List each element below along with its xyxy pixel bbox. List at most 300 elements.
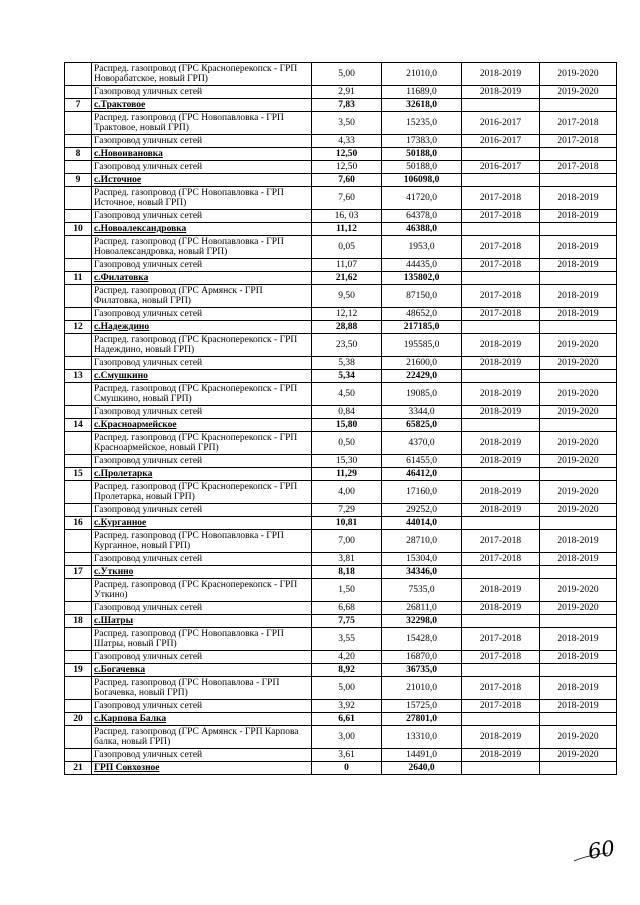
row-design-years (462, 148, 540, 161)
table-row (65, 161, 617, 174)
row-build-years: 2018-2019 (540, 651, 617, 664)
row-name: Газопровод уличных сетей (92, 455, 312, 468)
row-cost: 19085,0 (382, 383, 462, 406)
row-cost: 195585,0 (382, 334, 462, 357)
row-number (65, 504, 92, 517)
row-design-years: 2017-2018 (462, 553, 540, 566)
table-row (65, 63, 617, 86)
table-row (65, 285, 617, 308)
row-build-years: 2019-2020 (540, 406, 617, 419)
row-design-years: 2018-2019 (462, 86, 540, 99)
row-number (65, 210, 92, 223)
row-number (65, 383, 92, 406)
row-length: 7,83 (312, 99, 382, 112)
row-build-years: 2019-2020 (540, 432, 617, 455)
table-row (65, 86, 617, 99)
row-design-years: 2018-2019 (462, 602, 540, 615)
row-length: 7,00 (312, 530, 382, 553)
table-row (65, 530, 617, 553)
table-row (65, 700, 617, 713)
row-build-years (540, 370, 617, 383)
row-cost: 28710,0 (382, 530, 462, 553)
row-design-years: 2017-2018 (462, 285, 540, 308)
row-build-years (540, 148, 617, 161)
row-number: 12 (65, 321, 92, 334)
table-row (65, 455, 617, 468)
row-length: 3,00 (312, 726, 382, 749)
row-build-years: 2018-2019 (540, 700, 617, 713)
row-length: 7,60 (312, 174, 382, 187)
row-cost: 50188,0 (382, 148, 462, 161)
row-cost: 15235,0 (382, 112, 462, 135)
row-name: Газопровод уличных сетей (92, 651, 312, 664)
row-design-years: 2017-2018 (462, 210, 540, 223)
settlement-row (65, 566, 617, 579)
row-cost: 14491,0 (382, 749, 462, 762)
row-number (65, 112, 92, 135)
row-design-years (462, 174, 540, 187)
settlement-row (65, 223, 617, 236)
row-name: Распред. газопровод (ГРС Армянск - ГРП Филатовка, новый ГРП) (92, 285, 312, 308)
row-cost: 135802,0 (382, 272, 462, 285)
row-number: 21 (65, 762, 92, 775)
row-name: Распред. газопровод (ГРС Новопавловка - ГРП Курганное, новый ГРП) (92, 530, 312, 553)
row-name: Распред. газопровод (ГРС Красноперекопск - ГРП Смушкино, новый ГРП) (92, 383, 312, 406)
row-cost: 21010,0 (382, 63, 462, 86)
row-number (65, 481, 92, 504)
row-name: Газопровод уличных сетей (92, 86, 312, 99)
row-cost: 15428,0 (382, 628, 462, 651)
row-length: 8,92 (312, 664, 382, 677)
row-name: Газопровод уличных сетей (92, 700, 312, 713)
row-number (65, 86, 92, 99)
row-build-years: 2018-2019 (540, 259, 617, 272)
row-number: 11 (65, 272, 92, 285)
table-row (65, 628, 617, 651)
row-cost: 36735,0 (382, 664, 462, 677)
row-number (65, 63, 92, 86)
row-length: 15,80 (312, 419, 382, 432)
row-build-years: 2019-2020 (540, 481, 617, 504)
row-name: Газопровод уличных сетей (92, 749, 312, 762)
row-length: 11,29 (312, 468, 382, 481)
settlement-row (65, 517, 617, 530)
row-cost: 15725,0 (382, 700, 462, 713)
row-length: 11,07 (312, 259, 382, 272)
row-number (65, 602, 92, 615)
row-length: 6,68 (312, 602, 382, 615)
row-name: Распред. газопровод (ГРС Новопавловка - ГРП Источное, новый ГРП) (92, 187, 312, 210)
row-cost: 44014,0 (382, 517, 462, 530)
table-row (65, 357, 617, 370)
row-build-years: 2019-2020 (540, 357, 617, 370)
row-length: 2,91 (312, 86, 382, 99)
settlement-row (65, 321, 617, 334)
row-design-years (462, 272, 540, 285)
row-length: 6,61 (312, 713, 382, 726)
settlement-row (65, 468, 617, 481)
row-build-years: 2019-2020 (540, 383, 617, 406)
row-number: 8 (65, 148, 92, 161)
row-length: 5,00 (312, 63, 382, 86)
row-name: с.Новоивановка (92, 148, 312, 161)
row-length: 0,05 (312, 236, 382, 259)
row-build-years (540, 566, 617, 579)
row-design-years: 2018-2019 (462, 749, 540, 762)
row-build-years (540, 517, 617, 530)
row-number (65, 530, 92, 553)
row-cost: 21010,0 (382, 677, 462, 700)
table-row (65, 187, 617, 210)
row-name: Газопровод уличных сетей (92, 308, 312, 321)
row-cost: 29252,0 (382, 504, 462, 517)
row-build-years: 2019-2020 (540, 749, 617, 762)
row-design-years (462, 615, 540, 628)
row-name: Газопровод уличных сетей (92, 161, 312, 174)
row-cost: 64378,0 (382, 210, 462, 223)
row-cost: 32618,0 (382, 99, 462, 112)
row-number (65, 135, 92, 148)
row-cost: 34346,0 (382, 566, 462, 579)
row-name: Газопровод уличных сетей (92, 406, 312, 419)
row-design-years (462, 321, 540, 334)
row-number (65, 455, 92, 468)
row-design-years: 2018-2019 (462, 726, 540, 749)
row-length: 0,84 (312, 406, 382, 419)
row-number: 9 (65, 174, 92, 187)
row-build-years (540, 664, 617, 677)
settlement-row (65, 762, 617, 775)
row-length: 28,88 (312, 321, 382, 334)
row-number: 17 (65, 566, 92, 579)
row-cost: 22429,0 (382, 370, 462, 383)
row-name: Газопровод уличных сетей (92, 135, 312, 148)
settlement-row (65, 419, 617, 432)
row-number: 7 (65, 99, 92, 112)
row-build-years (540, 174, 617, 187)
row-build-years (540, 321, 617, 334)
row-design-years: 2017-2018 (462, 628, 540, 651)
table-row (65, 383, 617, 406)
row-number: 19 (65, 664, 92, 677)
row-build-years: 2019-2020 (540, 602, 617, 615)
row-name: Газопровод уличных сетей (92, 504, 312, 517)
row-design-years (462, 370, 540, 383)
row-length: 1,50 (312, 579, 382, 602)
row-design-years: 2017-2018 (462, 308, 540, 321)
row-number: 16 (65, 517, 92, 530)
row-length: 11,12 (312, 223, 382, 236)
row-number (65, 651, 92, 664)
row-number: 18 (65, 615, 92, 628)
table-row (65, 236, 617, 259)
row-cost: 106098,0 (382, 174, 462, 187)
row-length: 12,12 (312, 308, 382, 321)
row-number (65, 579, 92, 602)
row-build-years: 2018-2019 (540, 187, 617, 210)
row-cost: 3344,0 (382, 406, 462, 419)
row-cost: 2640,0 (382, 762, 462, 775)
row-length: 4,20 (312, 651, 382, 664)
row-design-years: 2017-2018 (462, 700, 540, 713)
row-design-years (462, 99, 540, 112)
table-row (65, 651, 617, 664)
row-build-years (540, 419, 617, 432)
row-length: 23,50 (312, 334, 382, 357)
row-cost: 15304,0 (382, 553, 462, 566)
gas-pipeline-table (64, 62, 617, 775)
settlement-row (65, 615, 617, 628)
row-design-years: 2017-2018 (462, 530, 540, 553)
row-name: Распред. газопровод (ГРС Красноперекопск - ГРП Красноармейское, новый ГРП) (92, 432, 312, 455)
row-cost: 50188,0 (382, 161, 462, 174)
row-design-years (462, 713, 540, 726)
row-number (65, 285, 92, 308)
row-name: ГРП Совхозное (92, 762, 312, 775)
row-cost: 44435,0 (382, 259, 462, 272)
row-build-years (540, 762, 617, 775)
row-name: с.Курганное (92, 517, 312, 530)
row-length: 9,50 (312, 285, 382, 308)
table-row (65, 334, 617, 357)
row-design-years (462, 223, 540, 236)
row-number (65, 553, 92, 566)
row-length: 5,38 (312, 357, 382, 370)
row-cost: 65825,0 (382, 419, 462, 432)
table-body (65, 63, 617, 775)
row-cost: 17383,0 (382, 135, 462, 148)
row-number (65, 749, 92, 762)
row-name: Распред. газопровод (ГРС Армянск - ГРП Карпова балка, новый ГРП) (92, 726, 312, 749)
row-length: 7,60 (312, 187, 382, 210)
row-design-years (462, 517, 540, 530)
row-number: 14 (65, 419, 92, 432)
row-length: 3,81 (312, 553, 382, 566)
table-row (65, 210, 617, 223)
row-design-years: 2018-2019 (462, 383, 540, 406)
row-name: Распред. газопровод (ГРС Новопавловка - ГРП Новоалександровка, новый ГРП) (92, 236, 312, 259)
row-design-years: 2018-2019 (462, 406, 540, 419)
row-name: с.Источное (92, 174, 312, 187)
row-build-years: 2018-2019 (540, 628, 617, 651)
row-design-years (462, 664, 540, 677)
row-name: Распред. газопровод (ГРС Новопавловка - ГРП Трактовое, новый ГРП) (92, 112, 312, 135)
row-number (65, 187, 92, 210)
row-cost: 41720,0 (382, 187, 462, 210)
table-row (65, 579, 617, 602)
row-length: 5,34 (312, 370, 382, 383)
settlement-row (65, 370, 617, 383)
row-design-years: 2016-2017 (462, 135, 540, 148)
row-name: с.Карпова Балка (92, 713, 312, 726)
row-number (65, 334, 92, 357)
row-design-years: 2018-2019 (462, 334, 540, 357)
row-build-years (540, 468, 617, 481)
table-row (65, 481, 617, 504)
row-name: Газопровод уличных сетей (92, 602, 312, 615)
row-build-years: 2019-2020 (540, 726, 617, 749)
row-length: 7,29 (312, 504, 382, 517)
row-name: с.Красноармейское (92, 419, 312, 432)
row-build-years: 2018-2019 (540, 308, 617, 321)
table-row (65, 112, 617, 135)
table-row (65, 504, 617, 517)
row-build-years (540, 223, 617, 236)
row-length: 12,50 (312, 148, 382, 161)
row-build-years (540, 99, 617, 112)
row-number: 10 (65, 223, 92, 236)
row-length: 0 (312, 762, 382, 775)
row-length: 3,61 (312, 749, 382, 762)
row-design-years: 2018-2019 (462, 504, 540, 517)
row-length: 4,00 (312, 481, 382, 504)
row-number (65, 308, 92, 321)
row-number (65, 628, 92, 651)
table-row (65, 726, 617, 749)
table-row (65, 308, 617, 321)
row-build-years (540, 272, 617, 285)
row-number: 20 (65, 713, 92, 726)
row-build-years: 2017-2018 (540, 112, 617, 135)
row-length: 15,30 (312, 455, 382, 468)
row-design-years: 2017-2018 (462, 677, 540, 700)
row-cost: 16870,0 (382, 651, 462, 664)
row-length: 4,50 (312, 383, 382, 406)
settlement-row (65, 664, 617, 677)
row-build-years: 2018-2019 (540, 530, 617, 553)
page-number: 60 (586, 836, 617, 864)
row-design-years: 2018-2019 (462, 63, 540, 86)
row-build-years: 2018-2019 (540, 236, 617, 259)
row-name: Газопровод уличных сетей (92, 210, 312, 223)
row-build-years: 2018-2019 (540, 553, 617, 566)
row-length: 12,50 (312, 161, 382, 174)
row-name: с.Трактовое (92, 99, 312, 112)
row-design-years (462, 468, 540, 481)
row-design-years: 2018-2019 (462, 481, 540, 504)
row-length: 3,92 (312, 700, 382, 713)
row-number (65, 677, 92, 700)
row-design-years: 2018-2019 (462, 357, 540, 370)
row-design-years: 2016-2017 (462, 112, 540, 135)
row-design-years (462, 419, 540, 432)
row-cost: 27801,0 (382, 713, 462, 726)
settlement-row (65, 272, 617, 285)
row-length: 0,50 (312, 432, 382, 455)
row-number: 13 (65, 370, 92, 383)
row-cost: 26811,0 (382, 602, 462, 615)
row-name: Газопровод уличных сетей (92, 259, 312, 272)
row-length: 21,62 (312, 272, 382, 285)
settlement-row (65, 713, 617, 726)
settlement-row (65, 174, 617, 187)
row-cost: 21600,0 (382, 357, 462, 370)
row-cost: 61455,0 (382, 455, 462, 468)
row-cost: 11689,0 (382, 86, 462, 99)
row-design-years: 2018-2019 (462, 455, 540, 468)
row-build-years (540, 615, 617, 628)
row-design-years: 2016-2017 (462, 161, 540, 174)
table-row (65, 602, 617, 615)
row-build-years: 2019-2020 (540, 504, 617, 517)
row-cost: 13310,0 (382, 726, 462, 749)
table-row (65, 677, 617, 700)
row-build-years: 2018-2019 (540, 210, 617, 223)
row-number (65, 161, 92, 174)
row-design-years: 2017-2018 (462, 651, 540, 664)
table-row (65, 432, 617, 455)
row-number (65, 259, 92, 272)
row-design-years (462, 566, 540, 579)
row-cost: 48652,0 (382, 308, 462, 321)
row-name: Газопровод уличных сетей (92, 357, 312, 370)
table-row (65, 553, 617, 566)
row-name: Распред. газопровод (ГРС Красноперекопск - ГРП Новорабатское, новый ГРП) (92, 63, 312, 86)
row-design-years: 2017-2018 (462, 259, 540, 272)
row-cost: 32298,0 (382, 615, 462, 628)
settlement-row (65, 148, 617, 161)
row-number (65, 357, 92, 370)
row-design-years: 2018-2019 (462, 432, 540, 455)
row-length: 10,81 (312, 517, 382, 530)
row-name: Распред. газопровод (ГРС Новопавловка - ГРП Шатры, новый ГРП) (92, 628, 312, 651)
row-number: 15 (65, 468, 92, 481)
row-build-years: 2017-2018 (540, 161, 617, 174)
row-cost: 217185,0 (382, 321, 462, 334)
row-name: Распред. газопровод (ГРС Красноперекопск - ГРП Пролетарка, новый ГРП) (92, 481, 312, 504)
row-design-years (462, 762, 540, 775)
row-length: 5,00 (312, 677, 382, 700)
row-number (65, 236, 92, 259)
row-design-years: 2017-2018 (462, 236, 540, 259)
row-number (65, 700, 92, 713)
row-cost: 46388,0 (382, 223, 462, 236)
row-number (65, 406, 92, 419)
row-name: Распред. газопровод (ГРС Новопавлова - ГРП Богачевка, новый ГРП) (92, 677, 312, 700)
row-name: с.Смушкино (92, 370, 312, 383)
settlement-row (65, 99, 617, 112)
row-name: с.Богачевка (92, 664, 312, 677)
row-cost: 4370,0 (382, 432, 462, 455)
row-name: с.Новоалександровка (92, 223, 312, 236)
row-name: с.Уткино (92, 566, 312, 579)
row-build-years: 2018-2019 (540, 285, 617, 308)
row-build-years: 2019-2020 (540, 579, 617, 602)
table-row (65, 406, 617, 419)
row-length: 16, 03 (312, 210, 382, 223)
row-build-years: 2019-2020 (540, 86, 617, 99)
row-length: 3,55 (312, 628, 382, 651)
row-design-years: 2018-2019 (462, 579, 540, 602)
row-design-years: 2017-2018 (462, 187, 540, 210)
row-name: Распред. газопровод (ГРС Красноперекопск - ГРП Уткино) (92, 579, 312, 602)
row-name: с.Пролетарка (92, 468, 312, 481)
row-length: 4,33 (312, 135, 382, 148)
table-row (65, 259, 617, 272)
row-length: 7,75 (312, 615, 382, 628)
table-row (65, 749, 617, 762)
row-name: Газопровод уличных сетей (92, 553, 312, 566)
row-cost: 87150,0 (382, 285, 462, 308)
row-cost: 46412,0 (382, 468, 462, 481)
table-row (65, 135, 617, 148)
row-build-years: 2019-2020 (540, 334, 617, 357)
row-name: с.Шатры (92, 615, 312, 628)
row-build-years: 2018-2019 (540, 677, 617, 700)
row-build-years: 2019-2020 (540, 455, 617, 468)
row-cost: 1953,0 (382, 236, 462, 259)
row-cost: 7535,0 (382, 579, 462, 602)
